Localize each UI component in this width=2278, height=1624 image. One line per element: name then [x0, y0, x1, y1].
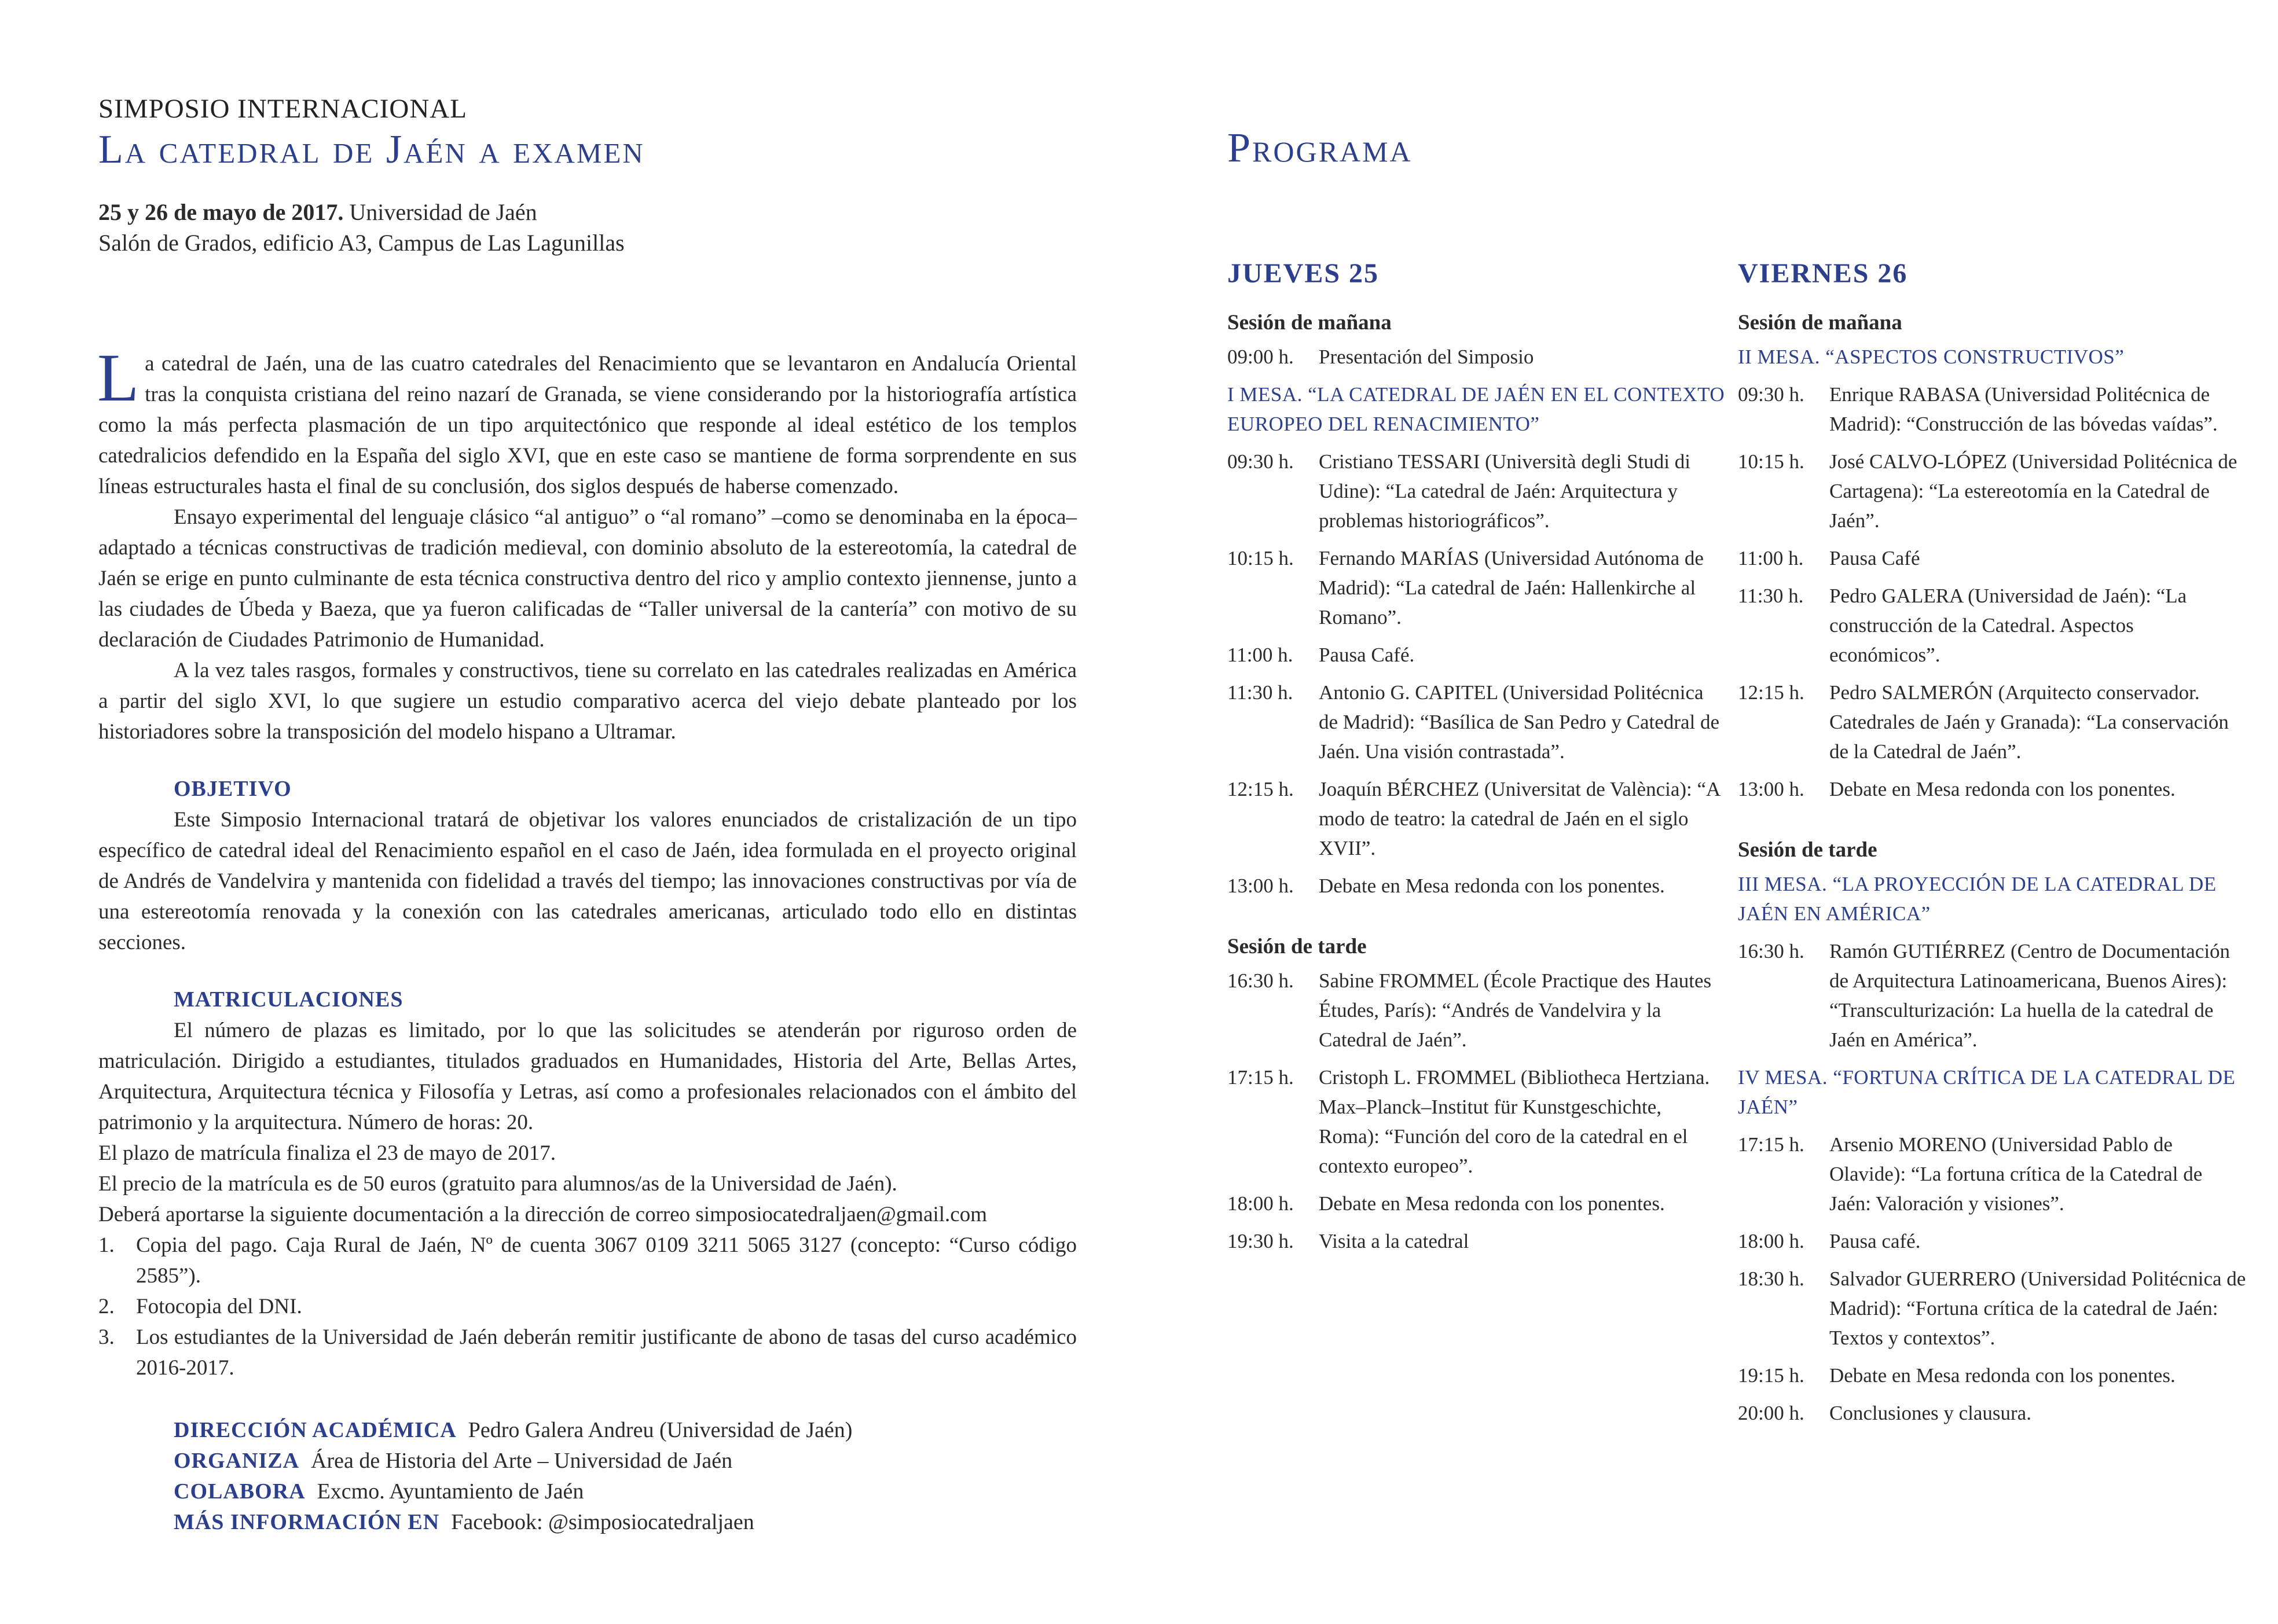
intro-paragraph-3: A la vez tales rasgos, formales y constructivos, tiene su correlato en las catedrales realizadas en América a partir del siglo XVI, lo que sugiere un estudio comparativo acerca del viejo debate planteado por los historiadores sobre la transposición del modelo hispano a Ultramar. — [98, 659, 1077, 744]
schedule-item: 11:00 h. Pausa Café. — [1227, 644, 1415, 666]
viernes-column — [1738, 255, 2247, 1436]
schedule-item: 09:00 h. Presentación del Simposio — [1227, 346, 1534, 368]
schedule-item: 19:15 h. Debate en Mesa redonda con los ponentes. — [1738, 1364, 2176, 1387]
matriculaciones-heading: MATRICULACIONES — [174, 987, 403, 1012]
mesa-2-title: II MESA. “ASPECTOS CONSTRUCTIVOS” — [1738, 346, 2125, 368]
list-item: 2. Fotocopia del DNI. — [98, 1295, 302, 1318]
schedule-item: 13:00 h. Debate en Mesa redonda con los ponentes. — [1227, 875, 1665, 897]
event-date: 25 y 26 de mayo de 2017. — [98, 199, 344, 225]
schedule-item: 18:00 h. Pausa café. — [1738, 1230, 1921, 1252]
schedule-item: 11:00 h. Pausa Café — [1738, 547, 1920, 569]
mesa-1-title: I MESA. “LA CATEDRAL DE JAÉN EN EL CONTEXTO EUROPEO DEL RENACIMIENTO” — [1227, 383, 1725, 435]
matriculaciones-text: El número de plazas es limitado, por lo que las solicitudes se atenderán por riguroso orden de matriculación. Dirigido a estudiantes, titulados graduados en Humanidades, Historia del Arte, Bellas Artes, Arquitectura, Arquitectura técnica y Filosofía y Letras, así como a profesionales relacionados con el ámbito del patrimonio y la arquitectura. Número de horas: 20. — [98, 1019, 1077, 1134]
objetivo-heading: OBJETIVO — [174, 777, 292, 801]
session-morning-label: Sesión de mañana — [1227, 311, 1392, 335]
schedule-item: 16:30 h. Ramón GUTIÉRREZ (Centro de Documentación de Arquitectura Latinoamericana, Buenos Aires): “Transculturización: La huella de la catedral de Jaén en América”. — [1738, 940, 2231, 1051]
schedule-item: 13:00 h. Debate en Mesa redonda con los ponentes. — [1738, 778, 2176, 800]
schedule-item: 11:30 h. Antonio G. CAPITEL (Universidad Politécnica de Madrid): “Basílica de San Pedro y Catedral de Jaén. Una visión contrastada”. — [1227, 681, 1720, 763]
mesa-3-title: III MESA. “LA PROYECCIÓN DE LA CATEDRAL DE JAÉN EN AMÉRICA” — [1738, 873, 2217, 925]
credit-direccion: DIRECCIÓN ACADÉMICA Pedro Galera Andreu (Universidad de Jaén) — [174, 1418, 853, 1442]
schedule-item: 09:30 h. Cristiano TESSARI (Università degli Studi di Udine): “La catedral de Jaén: Arquitectura y problemas historiográficos”. — [1227, 450, 1690, 532]
schedule-item: 12:15 h. Joaquín BÉRCHEZ (Universitat de València): “A modo de teatro: la catedral de Jaén en el siglo XVII”. — [1227, 778, 1720, 859]
session-afternoon-label: Sesión de tarde — [1738, 838, 1877, 862]
symposium-supertitle: SIMPOSIO INTERNACIONAL — [98, 94, 467, 124]
schedule-item: 16:30 h. Sabine FROMMEL (École Practique des Hautes Études, París): “Andrés de Vandelvira y la Catedral de Jaén”. — [1227, 969, 1712, 1051]
objetivo-section — [98, 774, 1077, 958]
credit-organiza: ORGANIZA Área de Historia del Arte – Universidad de Jaén — [174, 1449, 733, 1473]
plazo-text: El plazo de matrícula finaliza el 23 de mayo de 2017. — [98, 1141, 556, 1165]
schedule-item: 17:15 h. Arsenio MORENO (Universidad Pablo de Olavide): “La fortuna crítica de la Catedral de Jaén: Valoración y visiones”. — [1738, 1133, 2203, 1215]
schedule-item: 09:30 h. Enrique RABASA (Universidad Politécnica de Madrid): “Construcción de las bóvedas vaídas”. — [1738, 383, 2218, 435]
schedule-item: 17:15 h. Cristoph L. FROMMEL (Bibliotheca Hertziana. Max–Planck–Institut für Kunstgeschichte, Roma): “Función del coro de la catedral en el contexto europeo”. — [1227, 1066, 1710, 1177]
event-dates — [98, 197, 1077, 258]
dropcap: L — [97, 340, 140, 416]
jueves-heading: JUEVES 25 — [1227, 258, 1380, 289]
schedule-item: 18:00 h. Debate en Mesa redonda con los ponentes. — [1227, 1192, 1665, 1215]
credits — [174, 1415, 1077, 1538]
introduction — [97, 340, 1077, 747]
credit-colabora: COLABORA Excmo. Ayuntamiento de Jaén — [174, 1479, 584, 1504]
list-item: 1. Copia del pago. Caja Rural de Jaén, Nº de cuenta 3067 0109 3211 5065 3127 (concepto: “Curso código 2585”). — [98, 1233, 1077, 1288]
session-afternoon-label: Sesión de tarde — [1227, 935, 1367, 958]
precio-text: El precio de la matrícula es de 50 euros (gratuito para alumnos/as de la Universidad de Jaén). — [98, 1172, 897, 1196]
matriculaciones-section — [98, 984, 1077, 1383]
viernes-heading: VIERNES 26 — [1738, 258, 1908, 289]
programa-title: Programa — [1227, 124, 1413, 171]
session-morning-label: Sesión de mañana — [1738, 311, 1902, 335]
schedule-item: 18:30 h. Salvador GUERRERO (Universidad Politécnica de Madrid): “Fortuna crítica de la catedral de Jaén: Textos y contextos”. — [1738, 1267, 2246, 1349]
event-venue: Salón de Grados, edificio A3, Campus de Las Lagunillas — [98, 230, 625, 256]
intro-paragraph-2: Ensayo experimental del lenguaje clásico “al antiguo” o “al romano” –como se denominaba en la época– adaptado a técnicas constructivas de tradición medieval, con dominio absoluto de la estereotomía, la catedral de Jaén se erige en punto culminante de esta técnica constructiva dentro del rico y amplio contexto jiennense, junto a las ciudades de Úbeda y Baeza, que ya fueron calificadas de “Taller universal de la cantería” con motivo de su declaración de Ciudades Patrimonio de Humanidad. — [98, 505, 1077, 652]
symposium-title: La catedral de Jaén a examen — [98, 127, 645, 172]
credit-mas-informacion: MÁS INFORMACIÓN EN Facebook: @simposiocatedraljaen — [174, 1510, 754, 1534]
schedule-item: 10:15 h. José CALVO-LÓPEZ (Universidad Politécnica de Cartagena): “La estereotomía en la Catedral de Jaén”. — [1738, 450, 2237, 532]
schedule-item: 12:15 h. Pedro SALMERÓN (Arquitecto conservador. Catedrales de Jaén y Granada): “La conservación de la Catedral de Jaén”. — [1738, 681, 2229, 763]
left-page — [98, 93, 1077, 1538]
schedule-item: 11:30 h. Pedro GALERA (Universidad de Jaén): “La construcción de la Catedral. Aspectos económicos”. — [1738, 585, 2187, 666]
schedule-item: 20:00 h. Conclusiones y clausura. — [1738, 1402, 2031, 1424]
jueves-column — [1227, 255, 1725, 1264]
schedule-item: 10:15 h. Fernando MARÍAS (Universidad Autónoma de Madrid): “La catedral de Jaén: Hallenkirche al Romano”. — [1227, 547, 1704, 629]
schedule-item: 19:30 h. Visita a la catedral — [1227, 1230, 1469, 1252]
event-university: Universidad de Jaén — [343, 199, 537, 225]
mesa-4-title: IV MESA. “FORTUNA CRÍTICA DE LA CATEDRAL DE JAÉN” — [1738, 1066, 2236, 1118]
objetivo-text: Este Simposio Internacional tratará de objetivar los valores enunciados de cristalización de un tipo específico de catedral ideal del Renacimiento español en el caso de Jaén, idea formulada en el proyecto original de Andrés de Vandelvira y mantenida con fidelidad a través del tiempo; las innovaciones constructivas por vía de una estereotomía renovada y la conexión con las catedrales americanas, articulado todo ello en distintas secciones. — [98, 808, 1077, 954]
intro-paragraph-1: La catedral de Jaén, una de las cuatro catedrales del Renacimiento que se levantaron en Andalucía Oriental tras la conquista cristiana del reino nazarí de Granada, se viene considerando por la historiografía artística como la más perfecta plasmación de un tipo arquitectónico que responde al ideal estético de los templos catedralicios defendido en la España del siglo XVI, que en este caso se mantiene de forma sorprendente en sus líneas estructurales hasta el final de su conclusión, dos siglos después de haberse comenzado. — [97, 340, 1077, 498]
documentation-list — [98, 1230, 1077, 1383]
documentacion-text: Deberá aportarse la siguiente documentación a la dirección de correo simposiocatedraljaen@gmail.com — [98, 1203, 988, 1226]
list-item: 3. Los estudiantes de la Universidad de Jaén deberán remitir justificante de abono de tasas del curso académico 2016-2017. — [98, 1325, 1077, 1380]
